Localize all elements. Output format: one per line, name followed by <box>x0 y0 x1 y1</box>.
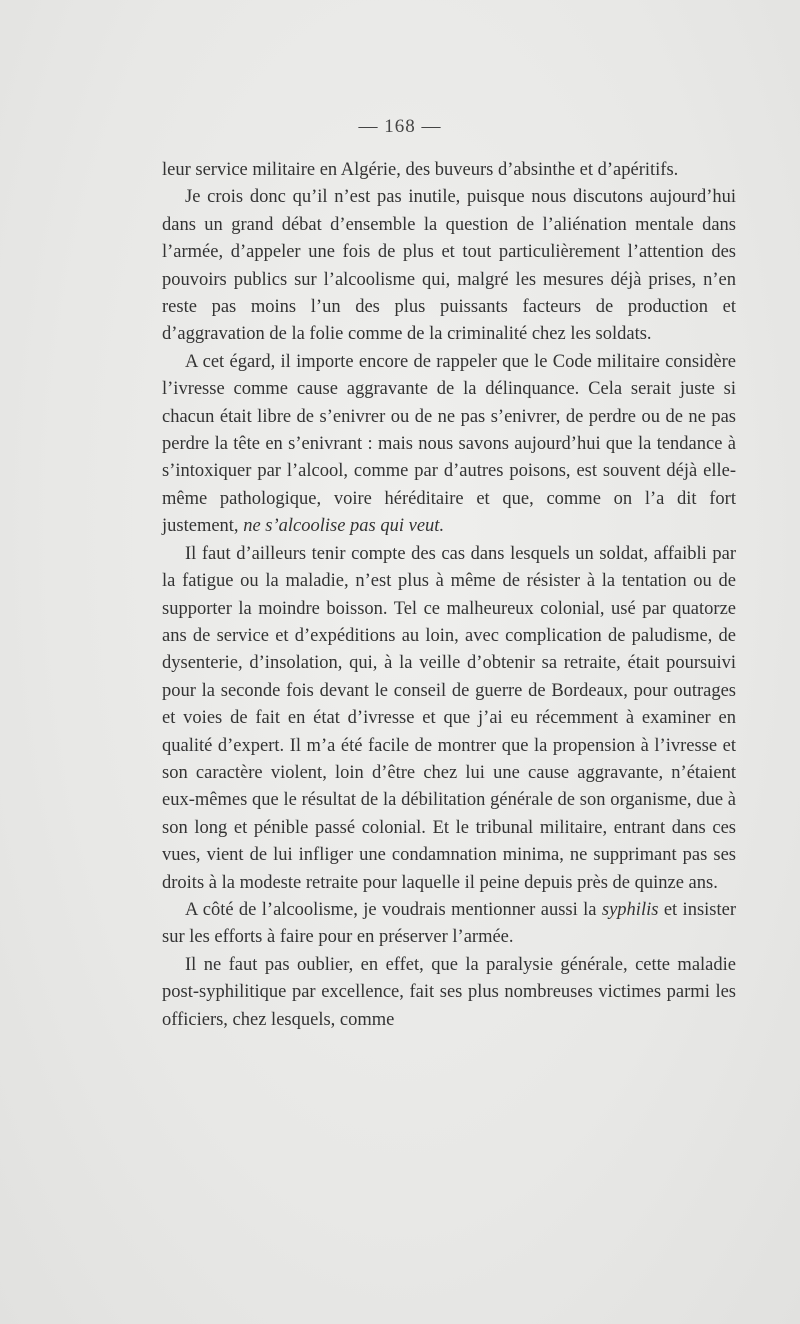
paragraph-3-italic: ne s’alcoolise pas qui veut. <box>243 516 445 537</box>
paragraph-3-text: A cet égard, il importe encore de rappeler que le Code militaire considère l’ivresse comme cause aggravante de la délinquance. Cela serait juste si chacun était libre de s’enivrer ou de ne pas s’enivrer, de perdre ou de ne pas perdre la tête en s’enivrant : mais nous savons aujourd’hui que la tendance à s’intoxiquer par l’alcool, comme par d’autres poisons, est souvent déjà elle-même pathologique, voire héréditaire et que, comme on l’a dit fort justement, <box>162 351 736 537</box>
body-text <box>162 157 736 1034</box>
paragraph-4: Il faut d’ailleurs tenir compte des cas dans lesquels un soldat, affaibli par la fatigue ou la maladie, n’est plus à même de résister à la tentation ou de supporter la moindre boisson. Tel ce malheureux colonial, usé par quatorze ans de service et d’expéditions au loin, avec complication de paludisme, de dysenterie, d’insolation, qui, à la veille d’obtenir sa retraite, était poursuivi pour la seconde fois devant le conseil de guerre de Bordeaux, pour outrages et voies de fait en état d’ivresse et que j’ai eu récemment à examiner en qualité d’expert. Il m’a été facile de montrer que la propension à l’ivresse et son caractère violent, loin d’être chez lui une cause aggravante, n’étaient eux-mêmes que le résultat de la débilitation générale de son organisme, due à son long et pénible passé colonial. Et le tribunal militaire, entrant dans ces vues, vient de lui infliger une condamnation minima, ne supprimant pas ses droits à la modeste retraite pour laquelle il peine depuis près de quinze ans. <box>162 543 736 893</box>
paragraph-5-text: A côté de l’alcoolisme, je voudrais mentionner aussi la <box>185 899 602 920</box>
page-number: — 168 — <box>358 116 442 137</box>
paragraph-1: leur service militaire en Algérie, des buveurs d’absinthe et d’apéritifs. <box>162 160 679 180</box>
paragraph-5-text-after: et insister sur les efforts à faire pour en préserver l’armée. <box>162 899 736 948</box>
paragraph-5 <box>162 897 736 952</box>
paragraph-3 <box>162 349 736 541</box>
paragraph-5-italic: syphilis <box>601 899 659 920</box>
paragraph-6: Il ne faut pas oublier, en effet, que la paralysie générale, cette maladie post-syphilitique par excellence, fait ses plus nombreuses victimes parmi les officiers, chez lesquels, comme <box>162 954 736 1030</box>
paragraph-2: Je crois donc qu’il n’est pas inutile, puisque nous discutons aujourd’hui dans un grand débat d’ensemble la question de l’aliénation mentale dans l’armée, d’appeler une fois de plus et tout particulièrement l’attention des pouvoirs publics sur l’alcoolisme qui, malgré les mesures déjà prises, n’en reste pas moins l’un des plus puissants facteurs de production et d’aggravation de la folie comme de la criminalité chez les soldats. <box>162 187 736 345</box>
